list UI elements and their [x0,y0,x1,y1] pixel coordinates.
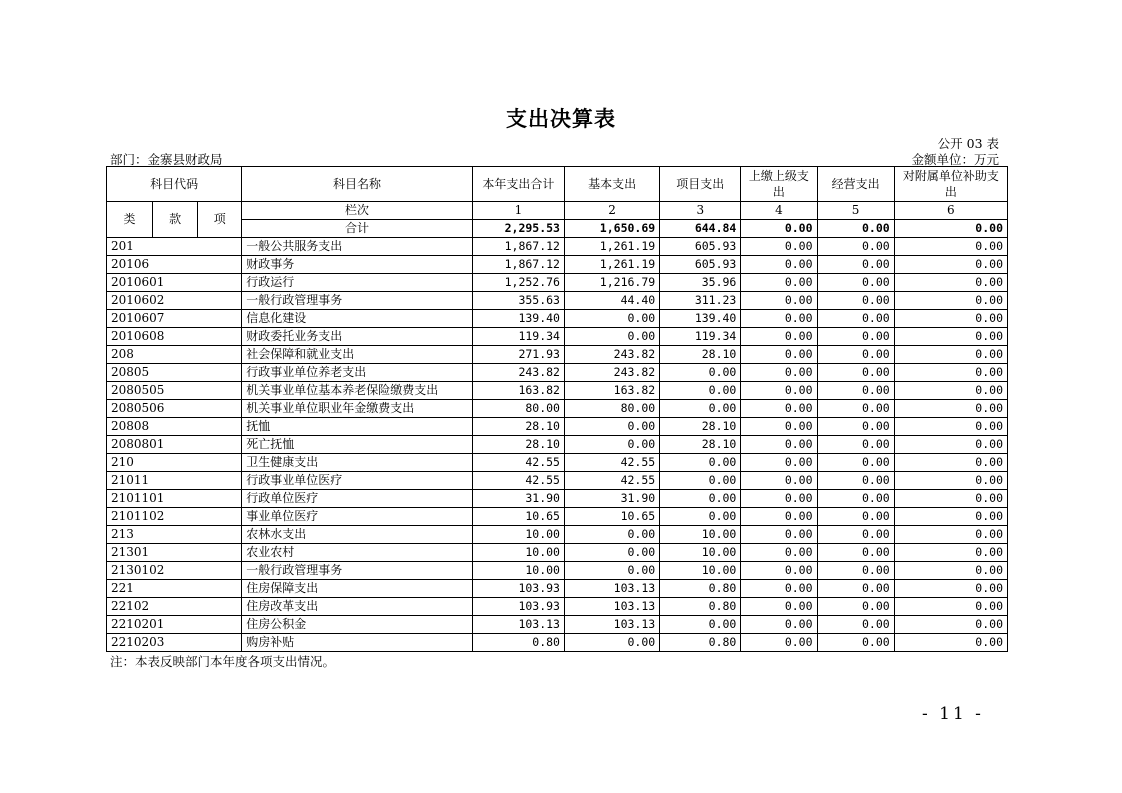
row-value: 0.00 [894,562,1007,580]
table-row [107,508,1008,526]
header-xiang: 项 [198,202,242,238]
row-value: 0.00 [817,616,894,634]
row-value: 0.00 [894,274,1007,292]
row-name: 信息化建设 [242,310,473,328]
row-value: 311.23 [660,292,741,310]
col-num: 4 [741,202,817,220]
row-value: 80.00 [564,400,659,418]
row-value: 119.34 [660,328,741,346]
row-value: 10.00 [472,544,564,562]
table-row [107,346,1008,364]
table-code: 公开 03 表 [937,136,999,151]
row-value: 10.00 [660,526,741,544]
column-order-row [107,202,1008,220]
header-kuan: 款 [153,202,198,238]
col-num: 1 [472,202,564,220]
row-value: 10.00 [660,562,741,580]
row-value: 103.93 [472,580,564,598]
row-code: 2101102 [107,508,242,526]
row-value: 0.00 [741,310,817,328]
row-value: 0.00 [817,472,894,490]
row-value: 0.00 [894,472,1007,490]
row-value: 0.00 [817,544,894,562]
row-name: 住房改革支出 [242,598,473,616]
col-num: 2 [564,202,659,220]
header-basic: 基本支出 [564,167,659,202]
row-value: 42.55 [472,454,564,472]
row-value: 0.00 [564,310,659,328]
table-row [107,544,1008,562]
row-value: 0.00 [894,400,1007,418]
row-value: 1,216.79 [564,274,659,292]
table-row [107,454,1008,472]
row-value: 0.00 [660,382,741,400]
row-value: 0.00 [741,346,817,364]
page-title: 支出决算表 [506,107,616,131]
row-value: 0.00 [741,274,817,292]
row-code: 20808 [107,418,242,436]
row-value: 605.93 [660,256,741,274]
row-value: 0.00 [894,508,1007,526]
row-name: 机关事业单位基本养老保险缴费支出 [242,382,473,400]
row-value: 0.00 [817,436,894,454]
row-value: 0.00 [817,526,894,544]
row-value: 0.00 [894,346,1007,364]
row-value: 0.00 [894,634,1007,652]
row-value: 0.00 [564,328,659,346]
row-code: 21011 [107,472,242,490]
row-value: 28.10 [472,418,564,436]
row-code: 21301 [107,544,242,562]
row-value: 355.63 [472,292,564,310]
row-value: 0.00 [660,454,741,472]
row-code: 201 [107,238,242,256]
table-row [107,526,1008,544]
row-code: 2101101 [107,490,242,508]
row-value: 0.00 [817,382,894,400]
row-value: 0.00 [564,562,659,580]
row-value: 0.00 [817,562,894,580]
row-name: 住房公积金 [242,616,473,634]
row-value: 0.00 [894,454,1007,472]
row-value: 0.80 [660,634,741,652]
row-name: 住房保障支出 [242,580,473,598]
row-value: 0.00 [817,634,894,652]
table-row [107,562,1008,580]
table-row [107,598,1008,616]
row-value: 0.00 [817,490,894,508]
row-value: 163.82 [472,382,564,400]
row-value: 1,252.76 [472,274,564,292]
row-value: 0.00 [817,238,894,256]
header-project: 项目支出 [660,167,741,202]
row-value: 243.82 [564,364,659,382]
table-row [107,256,1008,274]
row-name: 一般行政管理事务 [242,562,473,580]
table-row [107,616,1008,634]
row-value: 0.00 [894,418,1007,436]
row-name: 卫生健康支出 [242,454,473,472]
row-value: 0.00 [741,418,817,436]
row-value: 0.00 [894,526,1007,544]
row-code: 2080506 [107,400,242,418]
row-value: 31.90 [564,490,659,508]
header-subsidy: 对附属单位补助支出 [894,167,1007,202]
row-value: 0.00 [741,508,817,526]
row-value: 0.00 [894,544,1007,562]
expenditure-table [106,166,1008,652]
row-value: 1,867.12 [472,238,564,256]
row-value: 0.00 [894,256,1007,274]
row-value: 0.00 [741,364,817,382]
row-name: 行政运行 [242,274,473,292]
row-value: 0.00 [894,490,1007,508]
row-code: 2210203 [107,634,242,652]
row-value: 0.00 [564,544,659,562]
row-code: 2080801 [107,436,242,454]
row-name: 死亡抚恤 [242,436,473,454]
total-value: 1,650.69 [564,220,659,238]
row-value: 0.00 [741,490,817,508]
row-value: 243.82 [564,346,659,364]
row-value: 0.00 [894,616,1007,634]
row-value: 271.93 [472,346,564,364]
row-value: 0.00 [894,292,1007,310]
row-value: 103.13 [564,616,659,634]
table-row [107,472,1008,490]
table-row [107,490,1008,508]
total-label: 合计 [242,220,473,238]
row-value: 0.00 [894,328,1007,346]
row-value: 0.80 [660,580,741,598]
row-value: 0.00 [817,580,894,598]
total-row [107,220,1008,238]
row-value: 0.00 [660,490,741,508]
row-name: 农林水支出 [242,526,473,544]
row-name: 财政事务 [242,256,473,274]
row-name: 农业农村 [242,544,473,562]
row-value: 0.00 [741,634,817,652]
row-value: 0.00 [817,598,894,616]
header-upper: 上缴上级支出 [741,167,817,202]
row-value: 0.00 [817,274,894,292]
row-code: 2010607 [107,310,242,328]
header-total: 本年支出合计 [472,167,564,202]
row-value: 0.00 [741,328,817,346]
table-row [107,634,1008,652]
row-value: 139.40 [472,310,564,328]
row-value: 0.00 [817,292,894,310]
row-value: 0.00 [894,310,1007,328]
amount-unit-label: 金额单位：万元 [911,152,999,167]
total-value: 0.00 [894,220,1007,238]
row-code: 2130102 [107,562,242,580]
row-value: 28.10 [472,436,564,454]
header-subject-code: 科目代码 [107,167,242,202]
row-value: 139.40 [660,310,741,328]
row-name: 购房补贴 [242,634,473,652]
row-value: 0.00 [894,382,1007,400]
row-value: 0.00 [741,616,817,634]
row-value: 10.00 [472,526,564,544]
row-code: 2080505 [107,382,242,400]
row-value: 0.00 [660,616,741,634]
row-value: 44.40 [564,292,659,310]
col-num: 3 [660,202,741,220]
row-value: 0.00 [817,328,894,346]
table-row [107,382,1008,400]
header-lei: 类 [107,202,153,238]
row-value: 10.65 [564,508,659,526]
row-value: 0.00 [741,562,817,580]
row-value: 0.00 [817,364,894,382]
row-value: 10.00 [472,562,564,580]
row-code: 2010601 [107,274,242,292]
table-row [107,310,1008,328]
row-code: 22102 [107,598,242,616]
row-value: 0.00 [660,364,741,382]
row-name: 财政委托业务支出 [242,328,473,346]
header-business: 经营支出 [817,167,894,202]
row-value: 0.00 [741,598,817,616]
row-value: 0.00 [817,418,894,436]
row-name: 事业单位医疗 [242,508,473,526]
row-value: 0.00 [741,580,817,598]
row-value: 0.00 [564,526,659,544]
row-value: 0.00 [660,472,741,490]
row-value: 80.00 [472,400,564,418]
row-code: 20805 [107,364,242,382]
row-value: 0.00 [564,418,659,436]
row-value: 0.00 [741,454,817,472]
row-code: 210 [107,454,242,472]
row-value: 0.00 [741,256,817,274]
row-name: 机关事业单位职业年金缴费支出 [242,400,473,418]
row-name: 一般公共服务支出 [242,238,473,256]
row-name: 社会保障和就业支出 [242,346,473,364]
row-value: 1,261.19 [564,238,659,256]
row-value: 0.00 [894,436,1007,454]
table-row [107,328,1008,346]
row-value: 0.00 [741,238,817,256]
row-value: 163.82 [564,382,659,400]
row-code: 2010602 [107,292,242,310]
row-value: 10.65 [472,508,564,526]
table-row [107,238,1008,256]
row-value: 605.93 [660,238,741,256]
row-value: 0.00 [564,634,659,652]
row-value: 0.00 [817,454,894,472]
row-value: 0.00 [660,508,741,526]
row-value: 103.13 [472,616,564,634]
total-value: 0.00 [817,220,894,238]
row-value: 243.82 [472,364,564,382]
row-name: 行政单位医疗 [242,490,473,508]
table-row [107,292,1008,310]
table-row [107,418,1008,436]
row-value: 1,867.12 [472,256,564,274]
row-value: 0.00 [660,400,741,418]
row-value: 35.96 [660,274,741,292]
row-code: 20106 [107,256,242,274]
table-row [107,400,1008,418]
row-value: 0.00 [564,436,659,454]
row-value: 1,261.19 [564,256,659,274]
row-code: 2010608 [107,328,242,346]
table-row [107,580,1008,598]
row-name: 行政事业单位养老支出 [242,364,473,382]
total-value: 644.84 [660,220,741,238]
table-row [107,364,1008,382]
row-code: 213 [107,526,242,544]
total-value: 2,295.53 [472,220,564,238]
row-code: 208 [107,346,242,364]
row-value: 0.00 [741,292,817,310]
col-num: 5 [817,202,894,220]
page-number: - 11 - [922,704,984,724]
row-value: 0.00 [894,364,1007,382]
table-note: 注：本表反映部门本年度各项支出情况。 [110,654,336,669]
row-value: 31.90 [472,490,564,508]
col-num: 6 [894,202,1007,220]
table-row [107,436,1008,454]
row-value: 0.00 [741,400,817,418]
row-value: 119.34 [472,328,564,346]
row-value: 0.80 [660,598,741,616]
department-label: 部门：金寨县财政局 [110,152,223,167]
row-value: 0.00 [741,472,817,490]
row-name: 一般行政管理事务 [242,292,473,310]
row-value: 10.00 [660,544,741,562]
total-value: 0.00 [741,220,817,238]
row-value: 103.13 [564,598,659,616]
row-value: 0.00 [741,436,817,454]
row-value: 0.00 [817,400,894,418]
row-value: 0.00 [894,598,1007,616]
header-column-order: 栏次 [242,202,473,220]
table-row [107,274,1008,292]
row-value: 42.55 [564,472,659,490]
row-value: 42.55 [564,454,659,472]
row-value: 0.00 [817,256,894,274]
row-value: 42.55 [472,472,564,490]
row-value: 0.00 [741,382,817,400]
row-value: 0.00 [817,346,894,364]
row-value: 103.13 [564,580,659,598]
row-value: 0.80 [472,634,564,652]
row-name: 行政事业单位医疗 [242,472,473,490]
row-name: 抚恤 [242,418,473,436]
row-code: 2210201 [107,616,242,634]
row-value: 0.00 [894,238,1007,256]
row-value: 0.00 [741,526,817,544]
row-value: 28.10 [660,418,741,436]
row-value: 28.10 [660,346,741,364]
row-code: 221 [107,580,242,598]
row-value: 0.00 [817,508,894,526]
row-value: 0.00 [894,580,1007,598]
header-subject-name: 科目名称 [242,167,473,202]
table-header-row [107,167,1008,202]
row-value: 103.93 [472,598,564,616]
row-value: 28.10 [660,436,741,454]
row-value: 0.00 [817,310,894,328]
row-value: 0.00 [741,544,817,562]
